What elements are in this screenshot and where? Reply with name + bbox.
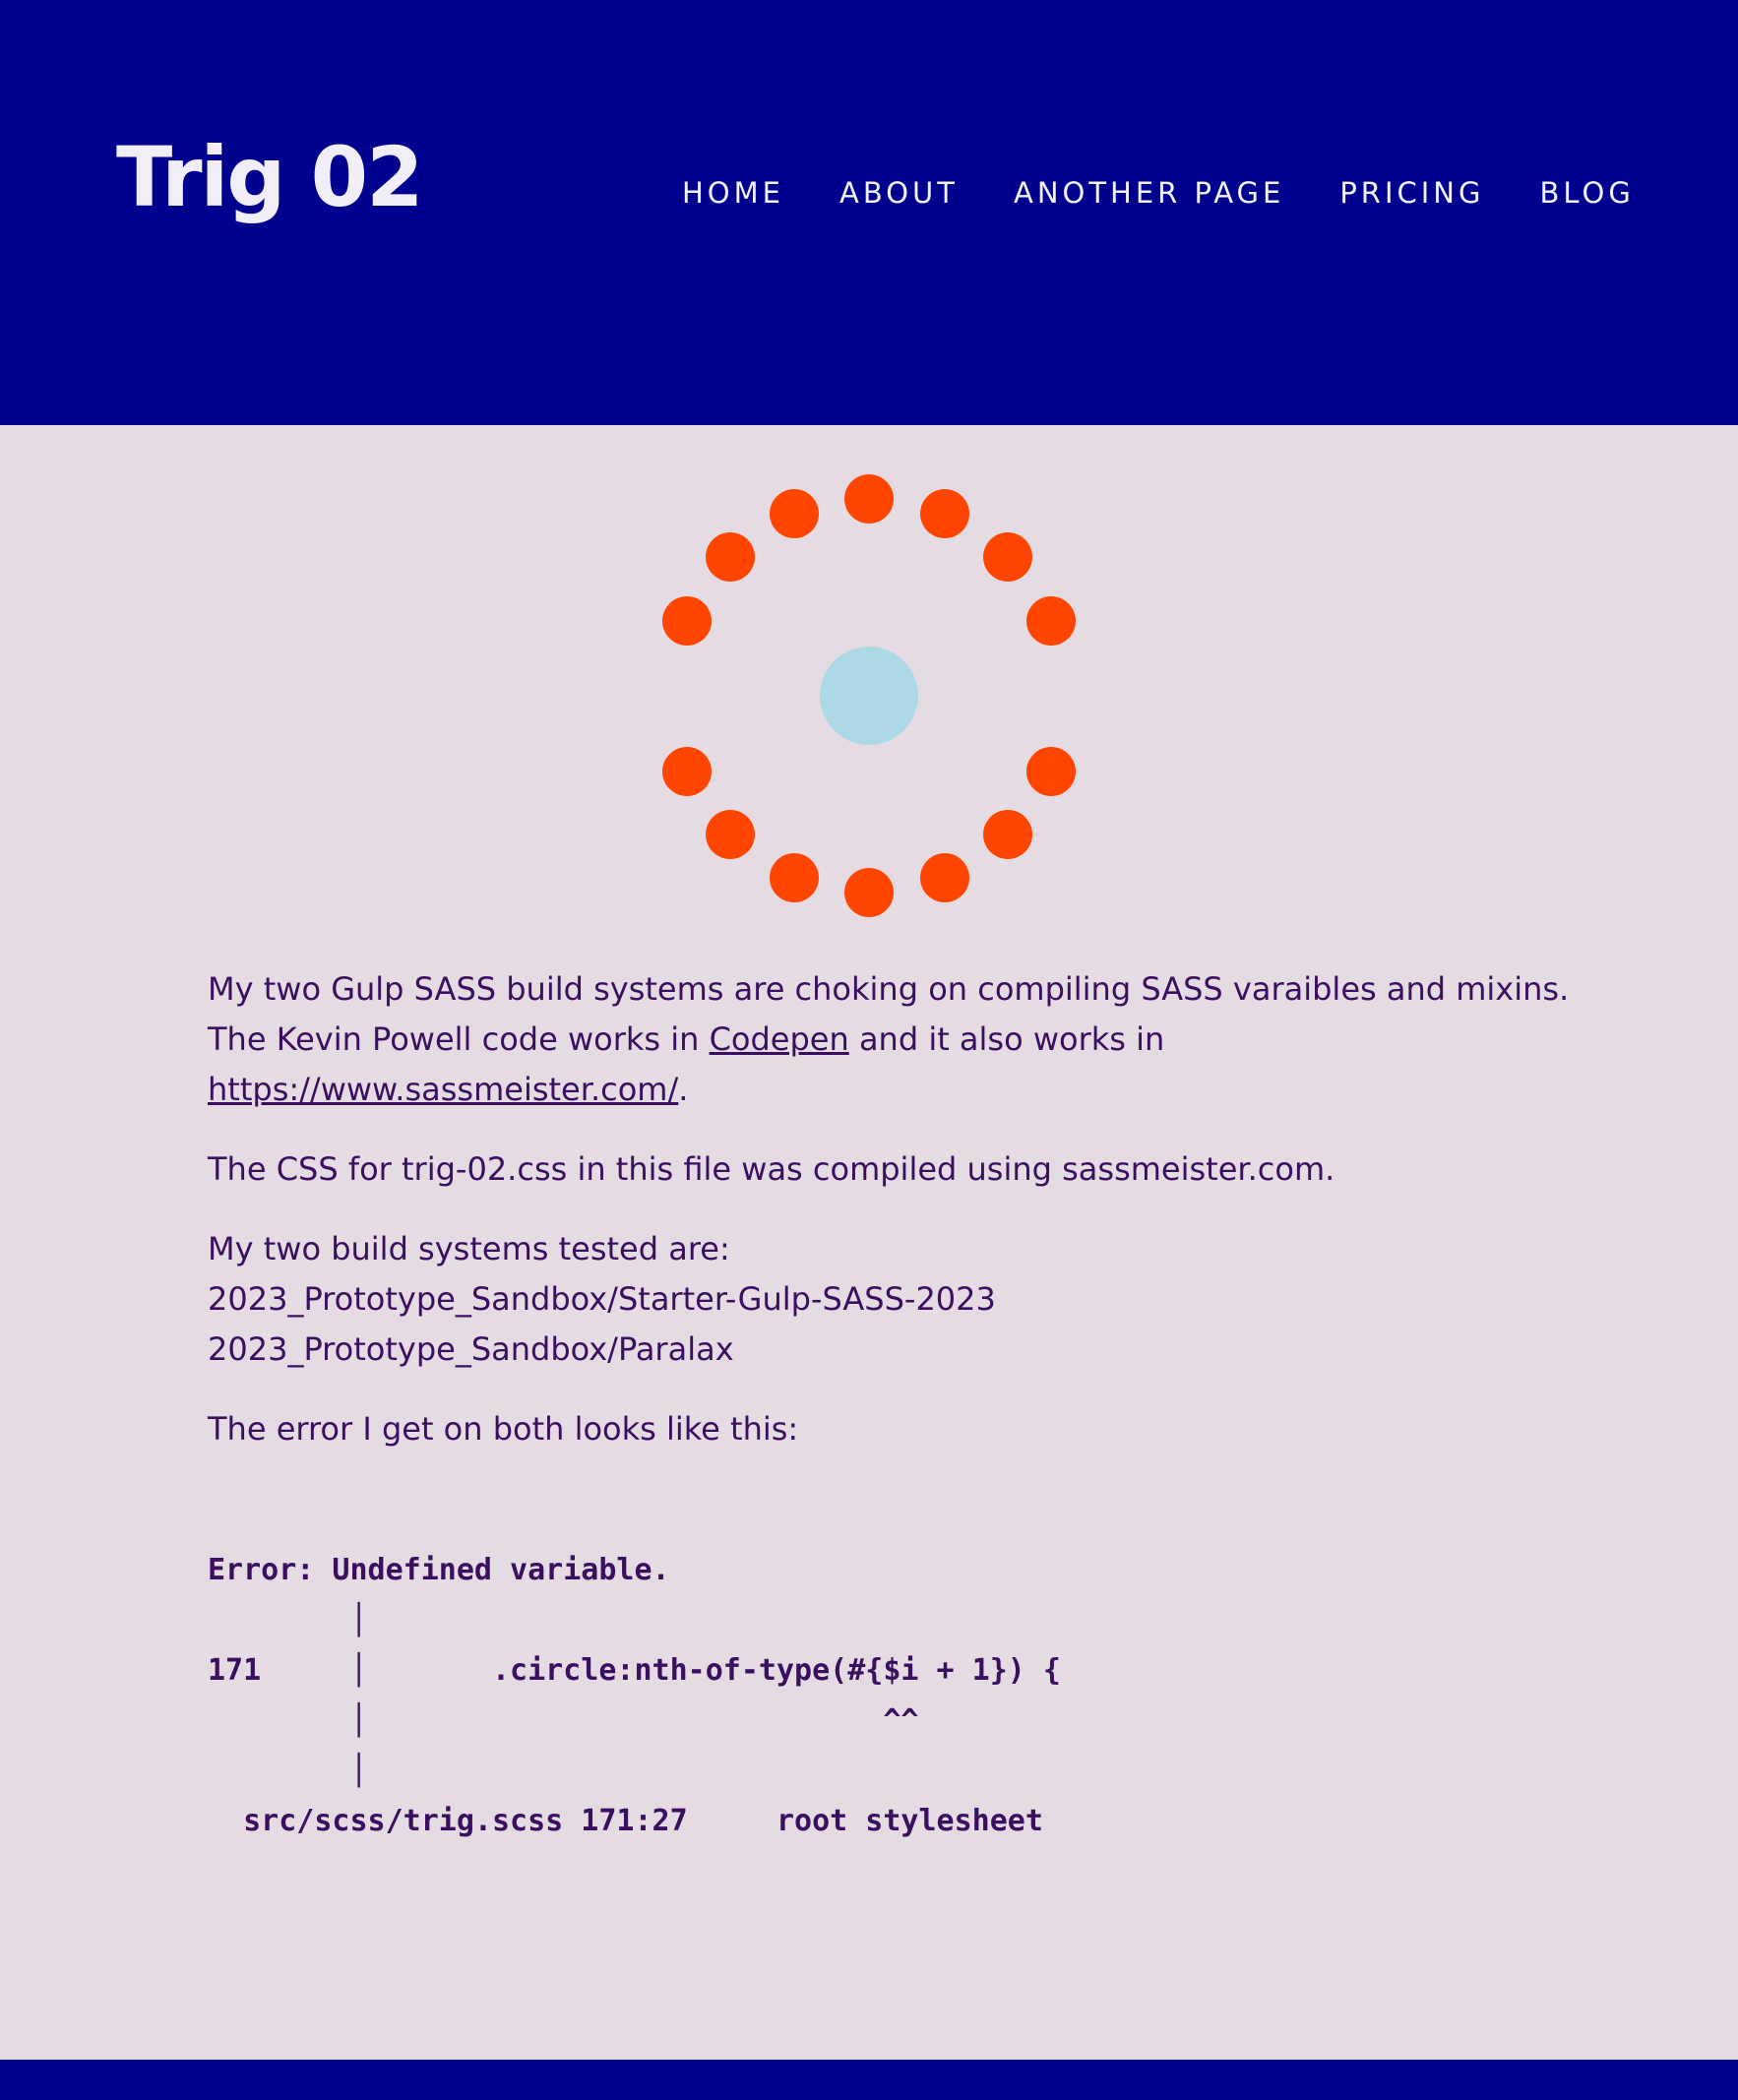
center-circle bbox=[820, 647, 918, 745]
orbit-dot bbox=[920, 853, 969, 902]
orbit-dot bbox=[706, 810, 755, 859]
orbit-dot bbox=[844, 474, 894, 524]
error-intro-paragraph: The error I get on both looks like this: bbox=[208, 1410, 799, 1448]
intro-text-d: . bbox=[678, 1071, 689, 1108]
orbit-dot bbox=[983, 810, 1032, 859]
orbit-dot bbox=[1026, 596, 1076, 646]
intro-text-b: The Kevin Powell code works in bbox=[208, 1020, 710, 1058]
build-system-2: 2023_Prototype_Sandbox/Paralax bbox=[208, 1330, 734, 1368]
site-logo[interactable]: Trig 02 bbox=[116, 129, 422, 225]
orbit-dot bbox=[920, 489, 969, 538]
css-compiled-paragraph: The CSS for trig-02.css in this file was compiled using sassmeister.com. bbox=[208, 1150, 1335, 1188]
build-system-1: 2023_Prototype_Sandbox/Starter-Gulp-SASS-2023 bbox=[208, 1280, 996, 1318]
main-nav bbox=[682, 175, 1635, 211]
nav-another-page[interactable]: ANOTHER PAGE bbox=[1013, 176, 1285, 210]
orbit-dot bbox=[662, 596, 712, 646]
codepen-link[interactable]: Codepen bbox=[709, 1020, 849, 1058]
sassmeister-link[interactable]: https://www.sassmeister.com/ bbox=[208, 1071, 679, 1108]
orbit-dot bbox=[770, 853, 819, 902]
orbit-dot bbox=[706, 532, 755, 582]
intro-text-c: and it also works in bbox=[848, 1020, 1165, 1058]
orbit-dot bbox=[770, 489, 819, 538]
nav-pricing[interactable]: PRICING bbox=[1339, 176, 1485, 210]
circle-orbit bbox=[642, 468, 1096, 923]
nav-home[interactable]: HOME bbox=[682, 176, 784, 210]
orbit-dot bbox=[1026, 747, 1076, 796]
site-footer bbox=[0, 2060, 1738, 2100]
build-systems-heading: My two build systems tested are: bbox=[208, 1230, 730, 1267]
orbit-dot bbox=[662, 747, 712, 796]
site-header bbox=[0, 0, 1738, 425]
intro-paragraph bbox=[208, 964, 1585, 1115]
intro-text-a: My two Gulp SASS build systems are choking on compiling SASS varaibles and mixins. bbox=[208, 970, 1570, 1008]
build-systems-paragraph bbox=[208, 1224, 1585, 1375]
nav-blog[interactable]: BLOG bbox=[1539, 176, 1635, 210]
orbit-dot bbox=[983, 532, 1032, 582]
orbit-dot bbox=[844, 868, 894, 917]
error-code-block: Error: Undefined variable. │ 171 │ .circle:nth-of-type(#{$i + 1}) { │ ^^ │ src/scss/trig.scss 171:27 root stylesheet bbox=[208, 1553, 1061, 1838]
nav-about[interactable]: ABOUT bbox=[838, 176, 959, 210]
main-content bbox=[208, 964, 1585, 1484]
